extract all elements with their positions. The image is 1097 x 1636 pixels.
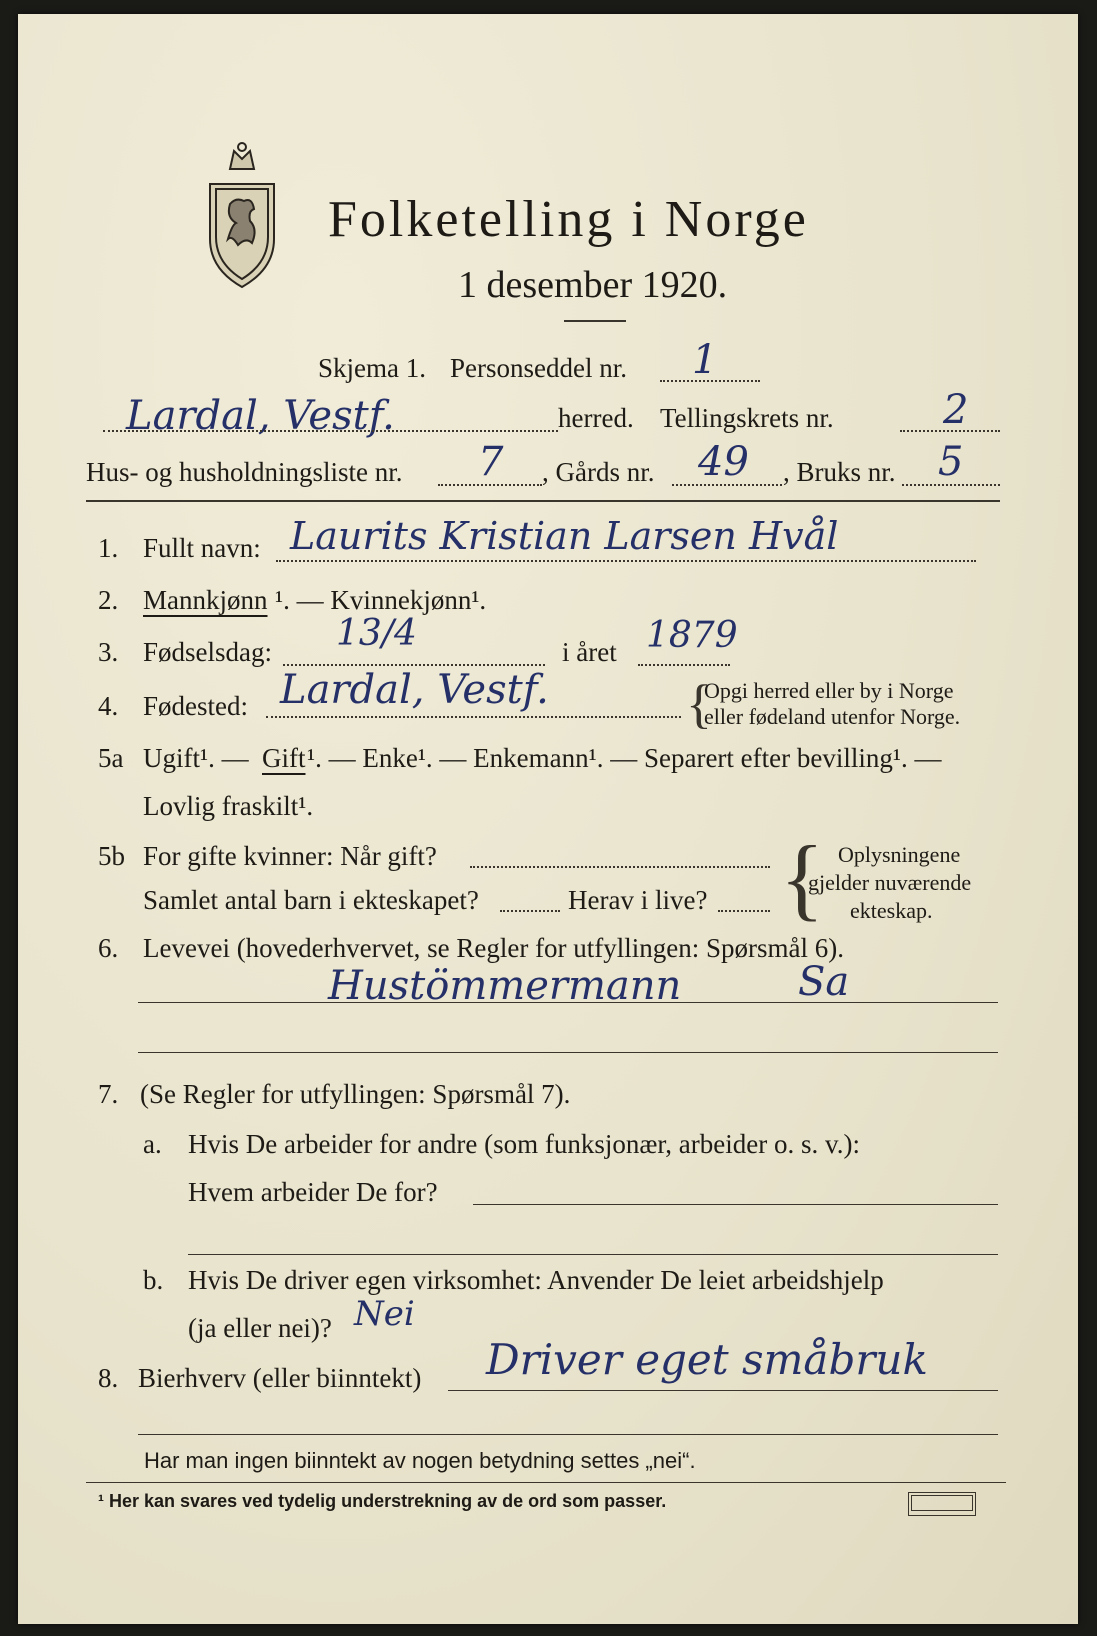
field-6-number: 6.	[98, 933, 119, 963]
herred-label: herred.	[558, 403, 634, 433]
side-income-value[interactable]: Driver eget småbruk	[486, 1335, 928, 1384]
occupation-value[interactable]: Hustömmermann	[328, 963, 682, 1009]
sex-female-option[interactable]: ¹. — Kvinnekjønn¹.	[275, 585, 487, 615]
sex-male-option[interactable]: Mannkjønn	[143, 585, 268, 615]
employer-question: Hvis De arbeider for andre (som funksjonær, arbeider o. s. v.):	[188, 1129, 860, 1159]
field-2-number: 2.	[98, 585, 119, 615]
printer-stamp-icon	[908, 1492, 976, 1516]
full-name-value[interactable]: Laurits Kristian Larsen Hvål	[290, 514, 839, 558]
field-1-number: 1.	[98, 533, 119, 563]
marital-other-options[interactable]: ¹. — Enke¹. — Enkemann¹. — Separert efter bevilling¹. —	[307, 743, 942, 773]
tellingskrets-value[interactable]: 2	[943, 387, 969, 433]
birth-year-label: i året	[562, 637, 617, 667]
employer-label: Hvem arbeider De for?	[188, 1177, 438, 1207]
field-7b-letter: b.	[143, 1265, 164, 1295]
birthplace-label: Fødested:	[143, 691, 248, 721]
birthday-value[interactable]: 13/4	[336, 613, 417, 654]
tellingskrets-label: Tellingskrets nr.	[660, 403, 834, 433]
hired-help-label: (ja eller nei)?	[188, 1313, 332, 1343]
married-when-label: For gifte kvinner: Når gift?	[143, 841, 437, 871]
side-income-label: Bierhverv (eller biinntekt)	[138, 1363, 422, 1393]
title-rule	[564, 320, 626, 322]
footnote: ¹ Her kan svares ved tydelig understrekning av de ord som passer.	[98, 1491, 667, 1511]
herred-value[interactable]: Lardal, Vestf.	[126, 393, 395, 439]
field-4-number: 4.	[98, 691, 119, 721]
form-title: Folketelling i Norge	[328, 191, 809, 248]
occupation-code-mark: Sa	[798, 959, 850, 1005]
self-employed-question: Hvis De driver egen virksomhet: Anvender De leiet arbeidshjelp	[188, 1265, 884, 1295]
field-5a-number: 5a	[98, 743, 124, 773]
norwegian-lion-crest-icon	[202, 139, 282, 289]
marriage-note-3: ekteskap.	[850, 898, 933, 923]
birth-year-value[interactable]: 1879	[646, 615, 738, 656]
children-alive-label: Herav i live?	[568, 885, 708, 915]
marital-gift[interactable]: Gift	[262, 743, 306, 773]
personseddel-value[interactable]: 1	[692, 337, 718, 383]
field-3-number: 3.	[98, 637, 119, 667]
field-7-label: (Se Regler for utfyllingen: Spørsmål 7).	[140, 1079, 571, 1109]
marriage-note-1: Oplysningene	[838, 842, 961, 867]
birthplace-note-1: Opgi herred eller by i Norge	[704, 678, 954, 703]
gards-value[interactable]: 49	[698, 439, 749, 485]
birthday-label: Fødselsdag:	[143, 637, 273, 667]
hus-label: Hus- og husholdningsliste nr.	[86, 457, 403, 487]
children-count-label: Samlet antal barn i ekteskapet?	[143, 885, 479, 915]
birthplace-note-2: eller fødeland utenfor Norge.	[704, 704, 961, 729]
bruks-value[interactable]: 5	[938, 439, 964, 485]
personseddel-label: Personseddel nr.	[450, 353, 627, 383]
field-7-number: 7.	[98, 1079, 119, 1109]
field-8-number: 8.	[98, 1363, 119, 1393]
header-rule	[86, 500, 1000, 502]
field-7a-letter: a.	[143, 1129, 162, 1159]
census-date: 1 desember 1920.	[458, 264, 728, 306]
marriage-note-2: gjelder nuværende	[808, 870, 972, 895]
marriage-brace: {	[780, 827, 825, 929]
field-5b-number: 5b	[98, 841, 125, 871]
hus-value[interactable]: 7	[478, 439, 504, 485]
birthplace-value[interactable]: Lardal, Vestf.	[280, 667, 549, 713]
full-name-label: Fullt navn:	[143, 533, 261, 563]
marital-ugift[interactable]: Ugift¹. —	[143, 743, 249, 773]
side-income-note: Har man ingen biinntekt av nogen betydning settes „nei“.	[144, 1448, 696, 1473]
hired-help-value[interactable]: Nei	[354, 1294, 415, 1334]
birthplace-brace: {	[686, 674, 712, 734]
gards-label: , Gårds nr.	[542, 457, 655, 487]
bruks-label: , Bruks nr.	[783, 457, 896, 487]
occupation-label: Levevei (hovederhvervet, se Regler for utfyllingen: Spørsmål 6).	[143, 933, 845, 963]
skjema-label: Skjema 1.	[318, 353, 426, 383]
census-form-sheet	[18, 14, 1078, 1624]
marital-fraskilt[interactable]: Lovlig fraskilt¹.	[143, 791, 314, 821]
